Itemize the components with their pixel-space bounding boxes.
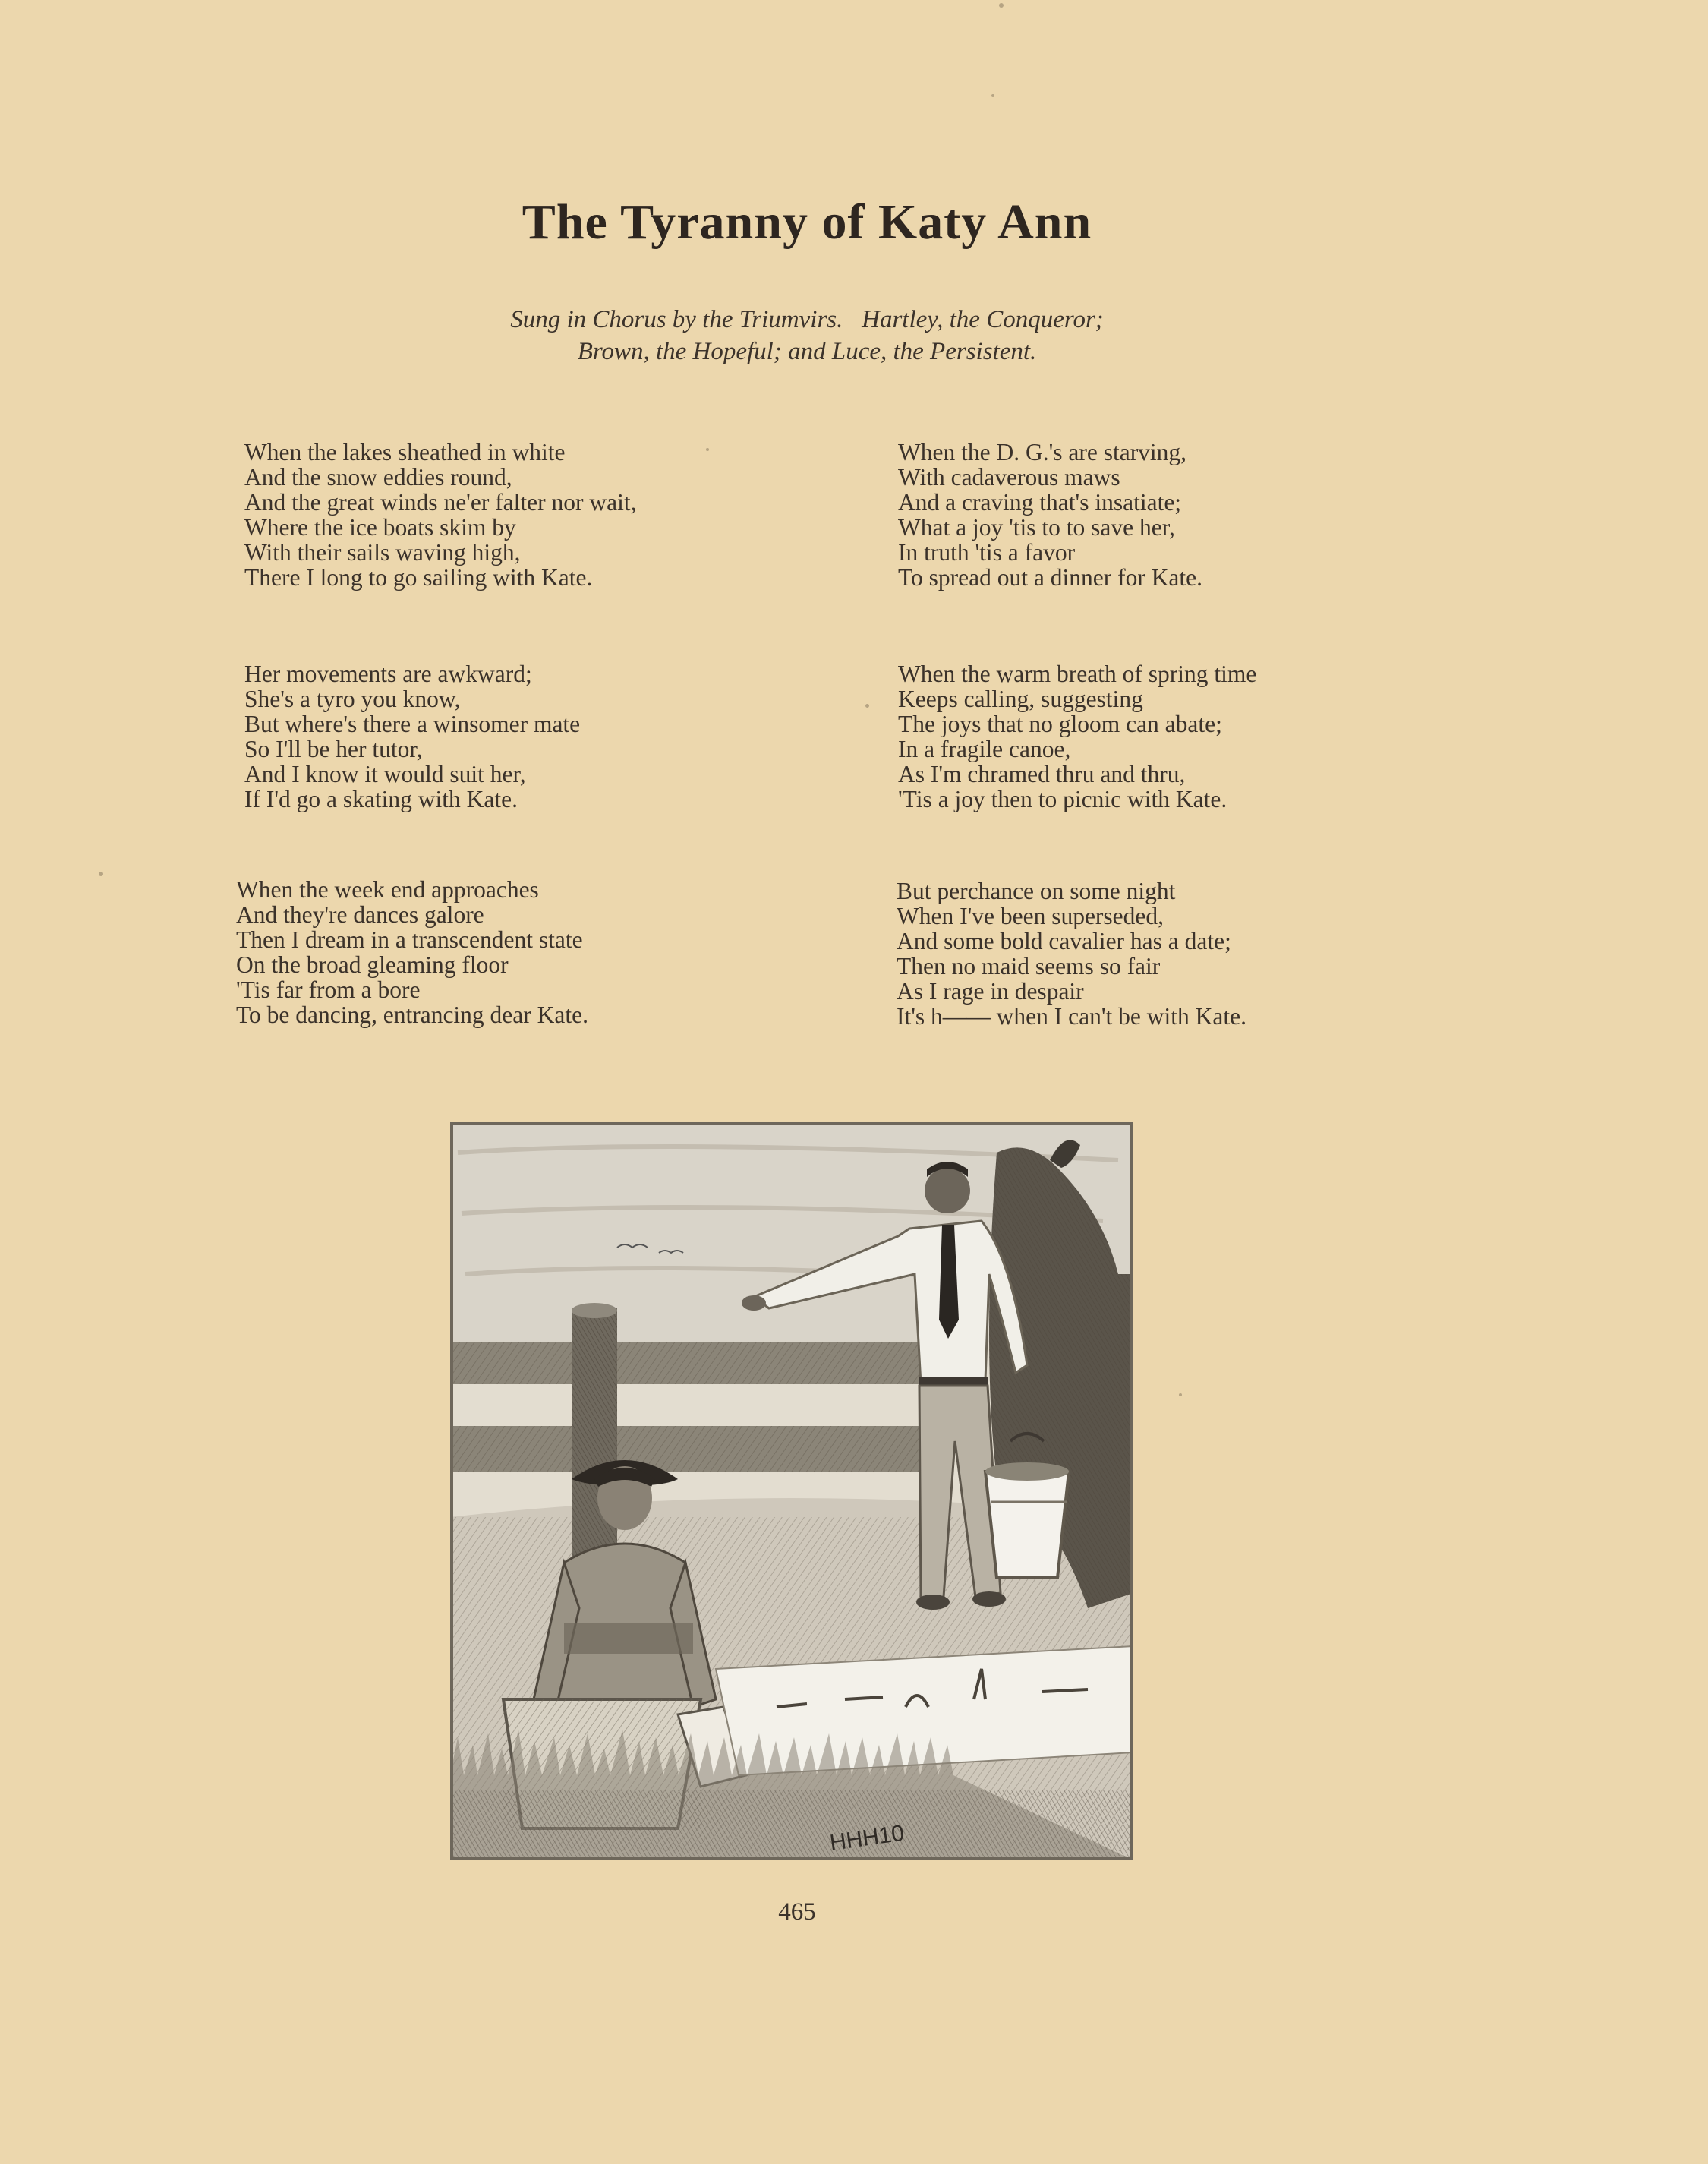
stanza: [236, 877, 588, 1027]
verse-line: In truth 'tis a favor: [898, 539, 1076, 566]
verse-line: And a craving that's insatiate;: [898, 489, 1182, 516]
verse-line: But where's there a winsomer mate: [244, 711, 581, 737]
stanza: [244, 440, 637, 590]
verse-line: When the warm breath of spring time: [898, 661, 1257, 687]
stanza: [897, 879, 1246, 1029]
verse-line: Where the ice boats skim by: [244, 514, 516, 541]
stanza: [898, 440, 1202, 590]
paper-speck: [991, 94, 994, 97]
artist-signature: HHH10: [828, 1820, 906, 1856]
verse-line: And they're dances galore: [236, 901, 484, 928]
verse-line: So I'll be her tutor,: [244, 736, 423, 762]
verse-line: What a joy 'tis to to save her,: [898, 514, 1175, 541]
verse-line: When the D. G.'s are starving,: [898, 439, 1187, 465]
picnic-illustration: [450, 1122, 1133, 1860]
verse-line: On the broad gleaming floor: [236, 951, 509, 978]
verse-line: When I've been superseded,: [897, 903, 1164, 929]
verse-line: It's h—— when I can't be with Kate.: [897, 1003, 1246, 1030]
verse-line: In a fragile canoe,: [898, 736, 1071, 762]
verse-line: To be dancing, entrancing dear Kate.: [236, 1002, 588, 1028]
verse-line: If I'd go a skating with Kate.: [244, 786, 518, 812]
paper-speck: [706, 448, 709, 451]
poem-subtitle: [0, 304, 1614, 368]
verse-line: And the snow eddies round,: [244, 464, 512, 491]
verse-line: 'Tis far from a bore: [236, 976, 421, 1003]
verse-line: 'Tis a joy then to picnic with Kate.: [898, 786, 1227, 812]
verse-line: When the week end approaches: [236, 876, 539, 903]
page-number: 465: [778, 1898, 816, 1926]
paper-speck: [1179, 1393, 1182, 1396]
paper-speck: [865, 704, 869, 708]
verse-line: With cadaverous maws: [898, 464, 1120, 491]
verse-line: There I long to go sailing with Kate.: [244, 564, 593, 591]
verse-line: As I rage in despair: [897, 978, 1084, 1005]
paper-speck: [99, 872, 103, 876]
verse-line: And the great winds ne'er falter nor wait,: [244, 489, 637, 516]
verse-line: When the lakes sheathed in white: [244, 439, 566, 465]
stanza: [898, 661, 1256, 812]
verse-line: Then I dream in a transcendent state: [236, 926, 583, 953]
paper-speck: [999, 3, 1004, 8]
verse-line: And I know it would suit her,: [244, 761, 526, 787]
subtitle-line: Brown, the Hopeful; and Luce, the Persistent.: [577, 338, 1037, 365]
verse-line: With their sails waving high,: [244, 539, 521, 566]
verse-line: Then no maid seems so fair: [897, 953, 1161, 979]
verse-line: And some bold cavalier has a date;: [897, 928, 1231, 954]
stanza: [244, 661, 580, 812]
verse-line: As I'm chramed thru and thru,: [898, 761, 1186, 787]
verse-line: To spread out a dinner for Kate.: [898, 564, 1203, 591]
verse-line: Her movements are awkward;: [244, 661, 532, 687]
verse-line: But perchance on some night: [897, 878, 1176, 904]
verse-line: She's a tyro you know,: [244, 686, 461, 712]
verse-line: The joys that no gloom can abate;: [898, 711, 1222, 737]
verse-line: Keeps calling, suggesting: [898, 686, 1143, 712]
poem-title: The Tyranny of Katy Ann: [522, 194, 1092, 250]
subtitle-line: Sung in Chorus by the Triumvirs. Hartley, the Conqueror;: [510, 306, 1104, 333]
